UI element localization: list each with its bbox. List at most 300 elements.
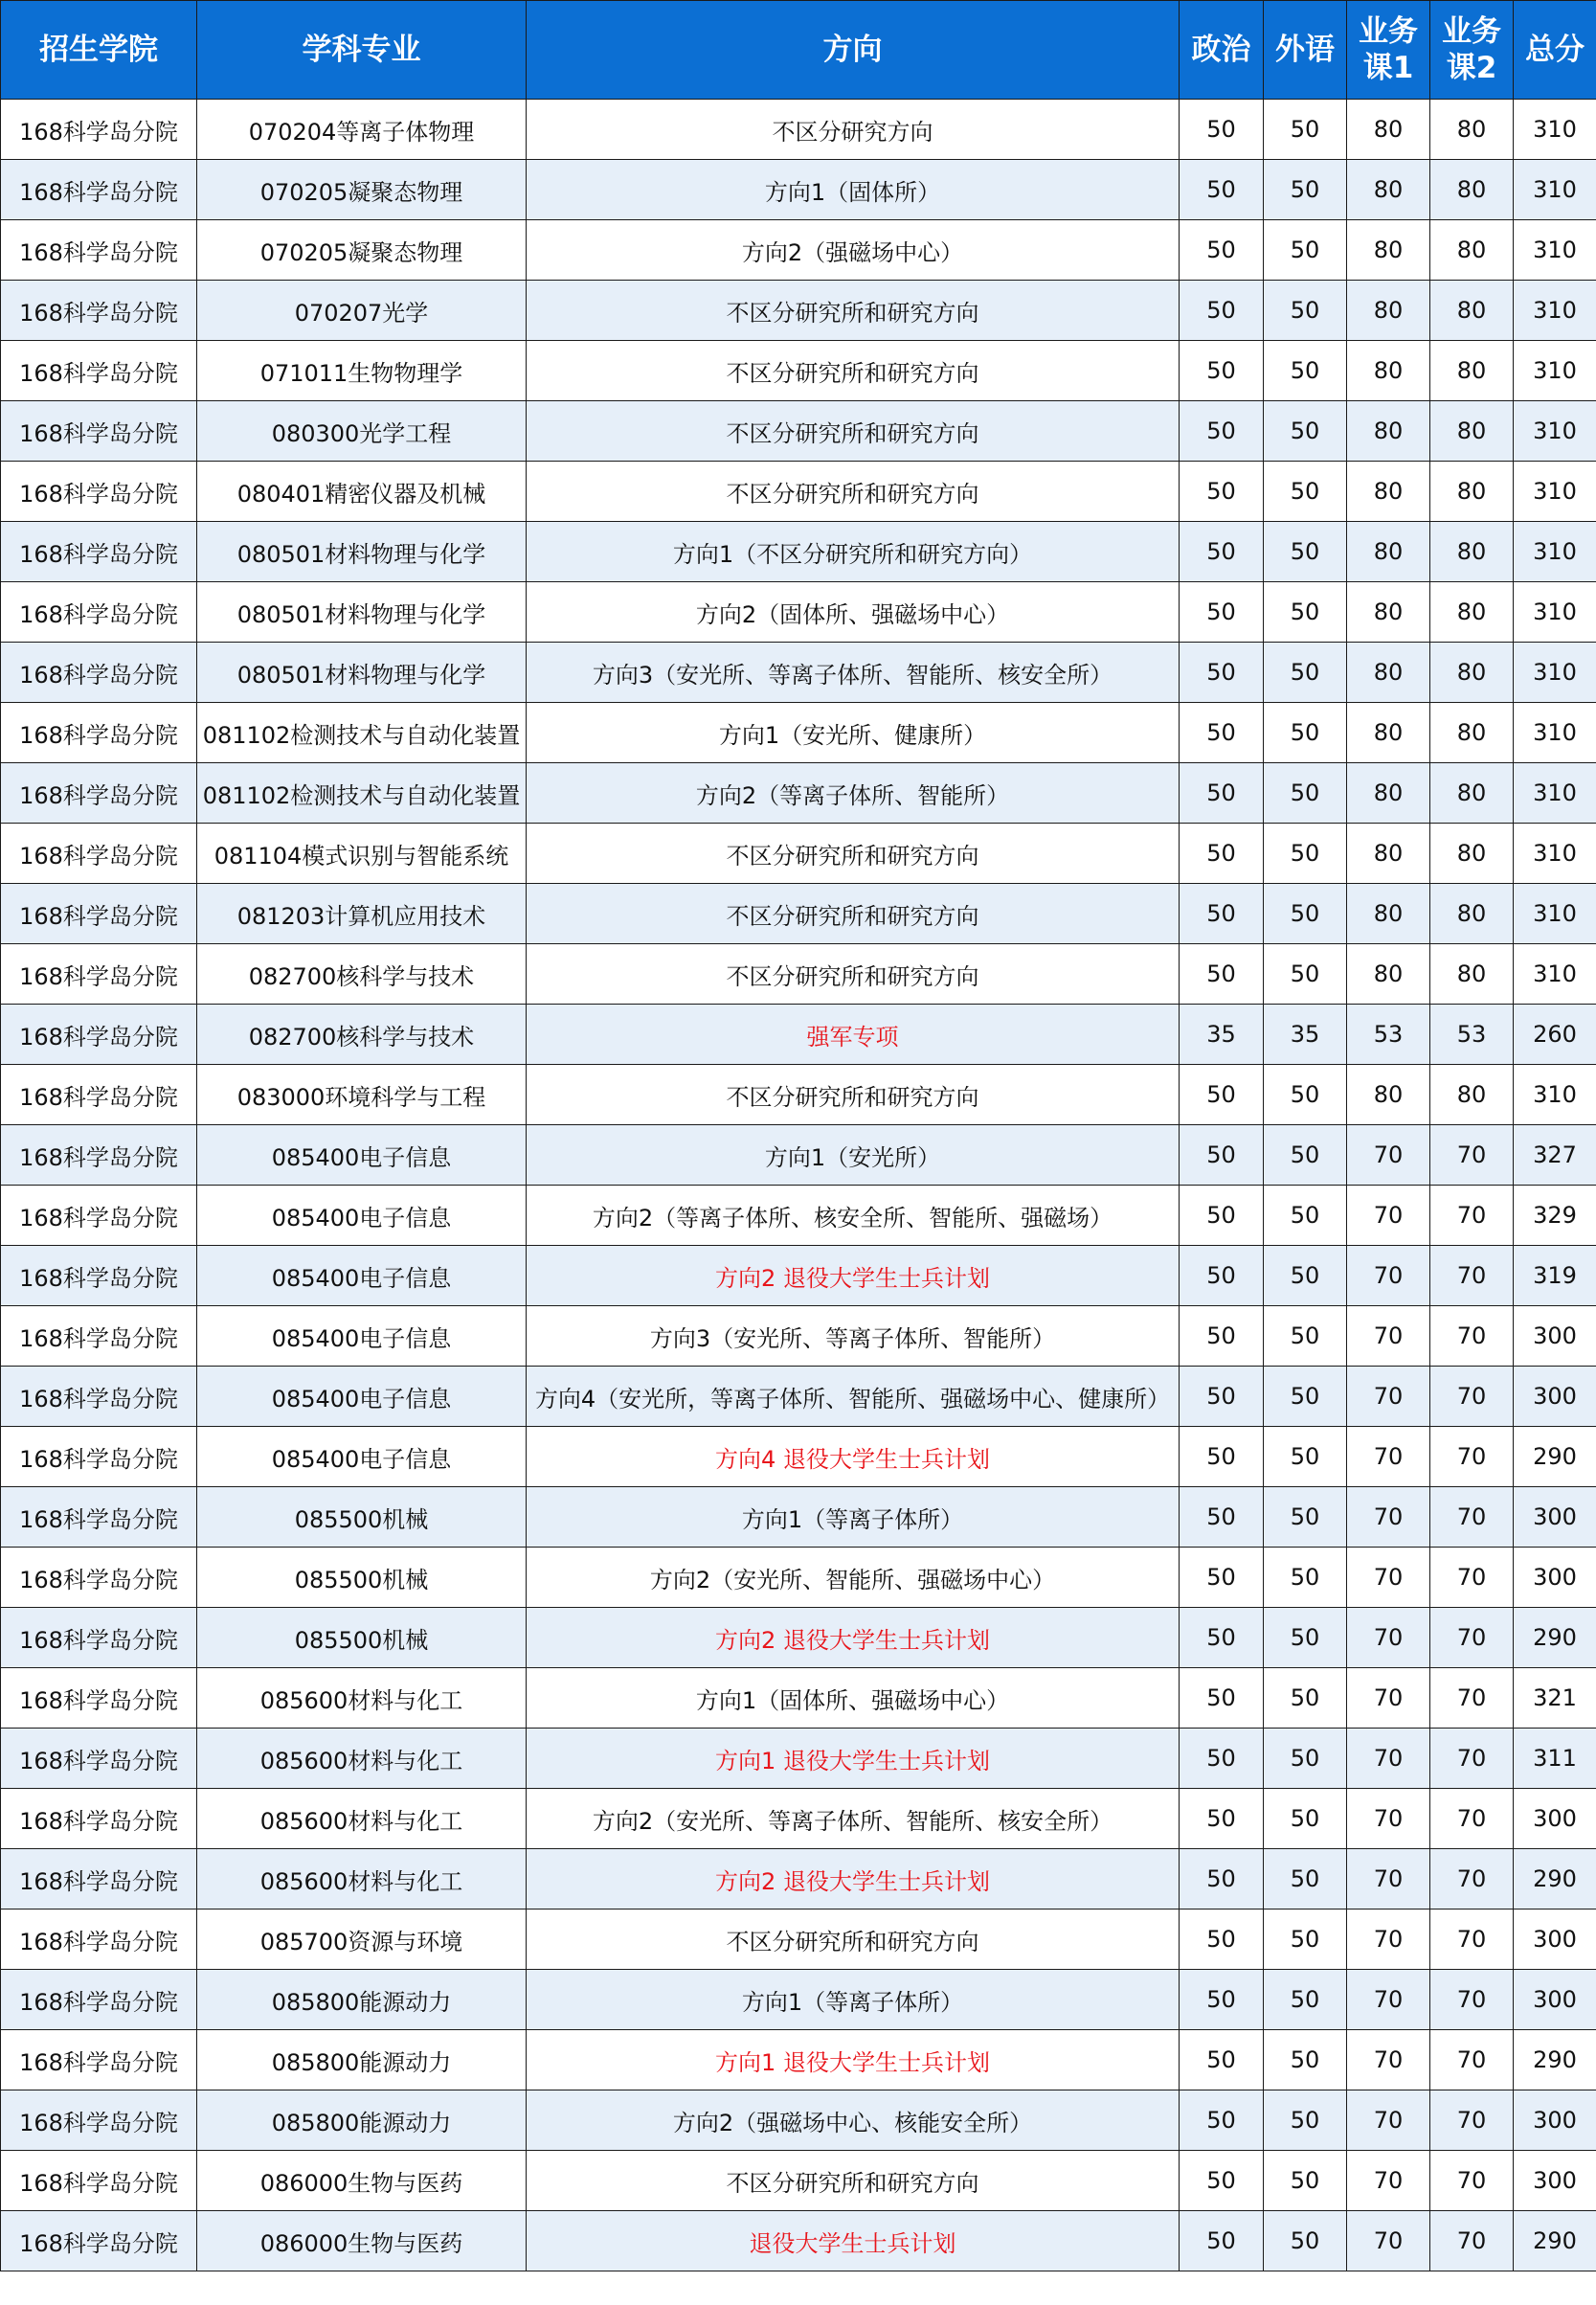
- cell-course2: 70: [1430, 1608, 1514, 1668]
- cell-course2: 80: [1430, 220, 1514, 281]
- cell-politics: 50: [1180, 1608, 1264, 1668]
- cell-foreign: 50: [1264, 1729, 1347, 1789]
- cell-total: 329: [1514, 1186, 1596, 1246]
- cell-course2: 70: [1430, 2030, 1514, 2090]
- cell-direction: 方向1（固体所）: [527, 160, 1180, 220]
- cell-total: 319: [1514, 1246, 1596, 1306]
- cell-course1: 80: [1347, 462, 1430, 522]
- cell-course1: 70: [1347, 1729, 1430, 1789]
- cell-school: 168科学岛分院: [1, 1668, 197, 1729]
- cell-politics: 50: [1180, 462, 1264, 522]
- table-row: [1, 1125, 1596, 1186]
- cell-foreign: 50: [1264, 1970, 1347, 2030]
- cell-direction: 方向2 退役大学生士兵计划: [527, 1849, 1180, 1910]
- cell-foreign: 50: [1264, 1125, 1347, 1186]
- cell-major: 080501材料物理与化学: [197, 582, 527, 643]
- cell-politics: 50: [1180, 220, 1264, 281]
- cell-school: 168科学岛分院: [1, 884, 197, 944]
- cell-course1: 70: [1347, 1186, 1430, 1246]
- cell-politics: 50: [1180, 401, 1264, 462]
- cell-politics: 50: [1180, 1910, 1264, 1970]
- cell-foreign: 50: [1264, 1910, 1347, 1970]
- cell-school: 168科学岛分院: [1, 2090, 197, 2151]
- cell-course1: 70: [1347, 1789, 1430, 1849]
- cell-major: 080501材料物理与化学: [197, 522, 527, 582]
- table-row: [1, 1910, 1596, 1970]
- cell-major: 082700核科学与技术: [197, 1005, 527, 1065]
- cell-major: 083000环境科学与工程: [197, 1065, 527, 1125]
- cell-course2: 80: [1430, 281, 1514, 341]
- cell-direction: 方向1（安光所、健康所）: [527, 703, 1180, 763]
- cell-direction: 方向2（强磁场中心）: [527, 220, 1180, 281]
- cell-foreign: 50: [1264, 1427, 1347, 1487]
- cell-course2: 80: [1430, 703, 1514, 763]
- cell-direction: 方向1（不区分研究所和研究方向）: [527, 522, 1180, 582]
- cell-major: 085800能源动力: [197, 2090, 527, 2151]
- cell-course1: 80: [1347, 281, 1430, 341]
- table-row: [1, 341, 1596, 401]
- header-course1-line1: 业务: [1359, 14, 1418, 49]
- table-row: [1, 944, 1596, 1005]
- cell-total: 300: [1514, 1970, 1596, 2030]
- table-row: [1, 824, 1596, 884]
- table-row: [1, 2090, 1596, 2151]
- cell-school: 168科学岛分院: [1, 1487, 197, 1548]
- cell-total: 310: [1514, 100, 1596, 160]
- cell-school: 168科学岛分院: [1, 1427, 197, 1487]
- cell-politics: 50: [1180, 1849, 1264, 1910]
- table-row: [1, 1668, 1596, 1729]
- cell-major: 085400电子信息: [197, 1125, 527, 1186]
- cell-politics: 50: [1180, 2151, 1264, 2211]
- cell-foreign: 50: [1264, 1186, 1347, 1246]
- cell-course2: 80: [1430, 160, 1514, 220]
- cell-politics: 50: [1180, 1367, 1264, 1427]
- cell-school: 168科学岛分院: [1, 220, 197, 281]
- cell-total: 321: [1514, 1668, 1596, 1729]
- cell-direction: 方向3（安光所、等离子体所、智能所）: [527, 1306, 1180, 1367]
- table-row: [1, 1608, 1596, 1668]
- cell-total: 290: [1514, 1427, 1596, 1487]
- table-row: [1, 220, 1596, 281]
- cell-major: 085700资源与环境: [197, 1910, 527, 1970]
- cell-total: 310: [1514, 884, 1596, 944]
- cell-course1: 80: [1347, 401, 1430, 462]
- cell-total: 310: [1514, 462, 1596, 522]
- cell-foreign: 50: [1264, 2030, 1347, 2090]
- cell-course1: 70: [1347, 1910, 1430, 1970]
- cell-major: 085800能源动力: [197, 1970, 527, 2030]
- cell-course2: 70: [1430, 1910, 1514, 1970]
- cell-course2: 80: [1430, 1065, 1514, 1125]
- cell-course1: 70: [1347, 1548, 1430, 1608]
- cell-total: 290: [1514, 1608, 1596, 1668]
- cell-major: 070205凝聚态物理: [197, 220, 527, 281]
- cell-major: 086000生物与医药: [197, 2211, 527, 2271]
- cell-course1: 80: [1347, 824, 1430, 884]
- cell-course1: 80: [1347, 100, 1430, 160]
- cell-major: 085400电子信息: [197, 1186, 527, 1246]
- table-row: [1, 1729, 1596, 1789]
- cell-foreign: 50: [1264, 1789, 1347, 1849]
- cell-course1: 70: [1347, 1367, 1430, 1427]
- cell-school: 168科学岛分院: [1, 1910, 197, 1970]
- cell-foreign: 50: [1264, 1487, 1347, 1548]
- cell-total: 310: [1514, 281, 1596, 341]
- cell-foreign: 50: [1264, 2211, 1347, 2271]
- cell-school: 168科学岛分院: [1, 2030, 197, 2090]
- cell-course2: 70: [1430, 1367, 1514, 1427]
- cell-course2: 80: [1430, 522, 1514, 582]
- header-total: 总分: [1514, 1, 1596, 100]
- table-row: [1, 1970, 1596, 2030]
- cell-direction: 不区分研究所和研究方向: [527, 341, 1180, 401]
- cell-school: 168科学岛分院: [1, 281, 197, 341]
- table-row: [1, 1005, 1596, 1065]
- cell-direction: 不区分研究所和研究方向: [527, 1065, 1180, 1125]
- cell-foreign: 35: [1264, 1005, 1347, 1065]
- cell-politics: 50: [1180, 100, 1264, 160]
- cell-foreign: 50: [1264, 582, 1347, 643]
- table-row: [1, 1065, 1596, 1125]
- cell-major: 085400电子信息: [197, 1246, 527, 1306]
- cell-major: 085600材料与化工: [197, 1668, 527, 1729]
- table-row: [1, 160, 1596, 220]
- cell-direction: 方向2 退役大学生士兵计划: [527, 1608, 1180, 1668]
- cell-course2: 53: [1430, 1005, 1514, 1065]
- cell-total: 310: [1514, 824, 1596, 884]
- cell-politics: 50: [1180, 1487, 1264, 1548]
- cell-school: 168科学岛分院: [1, 522, 197, 582]
- cell-course2: 70: [1430, 2090, 1514, 2151]
- cell-school: 168科学岛分院: [1, 341, 197, 401]
- cell-foreign: 50: [1264, 1246, 1347, 1306]
- table-row: [1, 1306, 1596, 1367]
- cell-total: 300: [1514, 1487, 1596, 1548]
- cell-total: 310: [1514, 1065, 1596, 1125]
- cell-total: 310: [1514, 582, 1596, 643]
- cell-major: 081102检测技术与自动化装置: [197, 763, 527, 824]
- cell-course1: 80: [1347, 884, 1430, 944]
- cell-direction: 方向2（等离子体所、智能所）: [527, 763, 1180, 824]
- header-major: 学科专业: [197, 1, 527, 100]
- cell-total: 300: [1514, 1306, 1596, 1367]
- cell-course2: 80: [1430, 100, 1514, 160]
- cell-school: 168科学岛分院: [1, 2211, 197, 2271]
- table-row: [1, 763, 1596, 824]
- header-school: 招生学院: [1, 1, 197, 100]
- table-body: [1, 100, 1596, 2271]
- cell-major: 085600材料与化工: [197, 1789, 527, 1849]
- cell-major: 085600材料与化工: [197, 1849, 527, 1910]
- cell-school: 168科学岛分院: [1, 1789, 197, 1849]
- cell-politics: 50: [1180, 643, 1264, 703]
- cell-foreign: 50: [1264, 703, 1347, 763]
- cell-politics: 50: [1180, 1970, 1264, 2030]
- cell-foreign: 50: [1264, 281, 1347, 341]
- cell-course1: 70: [1347, 1487, 1430, 1548]
- cell-direction: 不区分研究所和研究方向: [527, 462, 1180, 522]
- cell-major: 085500机械: [197, 1608, 527, 1668]
- cell-total: 310: [1514, 763, 1596, 824]
- cell-direction: 方向2（固体所、强磁场中心）: [527, 582, 1180, 643]
- cell-school: 168科学岛分院: [1, 1608, 197, 1668]
- cell-foreign: 50: [1264, 1608, 1347, 1668]
- table-row: [1, 1427, 1596, 1487]
- cell-total: 300: [1514, 1910, 1596, 1970]
- cell-course2: 80: [1430, 341, 1514, 401]
- cell-direction: 方向1（等离子体所）: [527, 1970, 1180, 2030]
- cell-direction: 方向2 退役大学生士兵计划: [527, 1246, 1180, 1306]
- header-course2-line2: 课2: [1446, 51, 1497, 85]
- cell-foreign: 50: [1264, 1367, 1347, 1427]
- cell-total: 310: [1514, 401, 1596, 462]
- cell-course2: 80: [1430, 763, 1514, 824]
- cell-course2: 70: [1430, 1306, 1514, 1367]
- cell-major: 070207光学: [197, 281, 527, 341]
- cell-school: 168科学岛分院: [1, 2151, 197, 2211]
- cell-school: 168科学岛分院: [1, 100, 197, 160]
- cell-foreign: 50: [1264, 1849, 1347, 1910]
- cell-politics: 50: [1180, 1668, 1264, 1729]
- cell-major: 071011生物物理学: [197, 341, 527, 401]
- cell-direction: 不区分研究所和研究方向: [527, 944, 1180, 1005]
- cell-foreign: 50: [1264, 462, 1347, 522]
- cell-total: 300: [1514, 1367, 1596, 1427]
- cell-course1: 80: [1347, 582, 1430, 643]
- cell-direction: 方向1（等离子体所）: [527, 1487, 1180, 1548]
- cell-major: 082700核科学与技术: [197, 944, 527, 1005]
- cell-politics: 50: [1180, 1186, 1264, 1246]
- cell-course2: 70: [1430, 1789, 1514, 1849]
- cell-school: 168科学岛分院: [1, 643, 197, 703]
- table-row: [1, 1487, 1596, 1548]
- cell-course1: 80: [1347, 1065, 1430, 1125]
- cell-course1: 70: [1347, 1427, 1430, 1487]
- table-row: [1, 401, 1596, 462]
- cell-politics: 50: [1180, 1306, 1264, 1367]
- cell-direction: 方向2（安光所、等离子体所、智能所、核安全所）: [527, 1789, 1180, 1849]
- table-row: [1, 1548, 1596, 1608]
- cell-school: 168科学岛分院: [1, 462, 197, 522]
- cell-course1: 80: [1347, 220, 1430, 281]
- cell-politics: 50: [1180, 341, 1264, 401]
- cell-school: 168科学岛分院: [1, 944, 197, 1005]
- cell-foreign: 50: [1264, 220, 1347, 281]
- cell-course1: 80: [1347, 763, 1430, 824]
- cell-politics: 50: [1180, 824, 1264, 884]
- cell-foreign: 50: [1264, 944, 1347, 1005]
- cell-total: 310: [1514, 220, 1596, 281]
- cell-major: 081104模式识别与智能系统: [197, 824, 527, 884]
- cell-foreign: 50: [1264, 884, 1347, 944]
- cell-total: 310: [1514, 341, 1596, 401]
- table-row: [1, 1367, 1596, 1427]
- cell-school: 168科学岛分院: [1, 1548, 197, 1608]
- cell-foreign: 50: [1264, 824, 1347, 884]
- cell-course1: 80: [1347, 341, 1430, 401]
- cell-school: 168科学岛分院: [1, 1849, 197, 1910]
- table-row: [1, 1789, 1596, 1849]
- table-row: [1, 884, 1596, 944]
- header-direction: 方向: [527, 1, 1180, 100]
- table-row: [1, 522, 1596, 582]
- cell-school: 168科学岛分院: [1, 401, 197, 462]
- cell-politics: 35: [1180, 1005, 1264, 1065]
- cell-total: 290: [1514, 2211, 1596, 2271]
- cell-direction: 方向3（安光所、等离子体所、智能所、核安全所）: [527, 643, 1180, 703]
- cell-course2: 70: [1430, 1548, 1514, 1608]
- cell-direction: 不区分研究所和研究方向: [527, 884, 1180, 944]
- cell-politics: 50: [1180, 1427, 1264, 1487]
- cell-total: 300: [1514, 2151, 1596, 2211]
- table-row: [1, 1186, 1596, 1246]
- cell-direction: 强军专项: [527, 1005, 1180, 1065]
- cell-course1: 53: [1347, 1005, 1430, 1065]
- table-row: [1, 2151, 1596, 2211]
- cell-total: 300: [1514, 1548, 1596, 1608]
- table-row: [1, 1246, 1596, 1306]
- cell-foreign: 50: [1264, 1306, 1347, 1367]
- cell-direction: 不区分研究所和研究方向: [527, 281, 1180, 341]
- cell-politics: 50: [1180, 522, 1264, 582]
- cell-direction: 退役大学生士兵计划: [527, 2211, 1180, 2271]
- cell-course1: 70: [1347, 2211, 1430, 2271]
- cell-major: 085400电子信息: [197, 1367, 527, 1427]
- cell-direction: 方向2（等离子体所、核安全所、智能所、强磁场）: [527, 1186, 1180, 1246]
- cell-course1: 70: [1347, 1246, 1430, 1306]
- cell-major: 080501材料物理与化学: [197, 643, 527, 703]
- cell-total: 290: [1514, 2030, 1596, 2090]
- cell-politics: 50: [1180, 2211, 1264, 2271]
- cell-politics: 50: [1180, 160, 1264, 220]
- cell-course2: 70: [1430, 1427, 1514, 1487]
- cell-course1: 70: [1347, 1125, 1430, 1186]
- cell-school: 168科学岛分院: [1, 1306, 197, 1367]
- table-row: [1, 582, 1596, 643]
- header-course1: [1347, 1, 1430, 100]
- cell-foreign: 50: [1264, 763, 1347, 824]
- header-row: [1, 1, 1596, 100]
- cell-major: 085600材料与化工: [197, 1729, 527, 1789]
- cell-direction: 方向4 退役大学生士兵计划: [527, 1427, 1180, 1487]
- table-row: [1, 2211, 1596, 2271]
- header-politics: 政治: [1180, 1, 1264, 100]
- cell-politics: 50: [1180, 281, 1264, 341]
- cell-total: 310: [1514, 522, 1596, 582]
- cell-politics: 50: [1180, 1065, 1264, 1125]
- cell-course2: 70: [1430, 1125, 1514, 1186]
- cell-course1: 70: [1347, 1970, 1430, 2030]
- cell-school: 168科学岛分院: [1, 582, 197, 643]
- cell-direction: 不区分研究所和研究方向: [527, 824, 1180, 884]
- cell-politics: 50: [1180, 884, 1264, 944]
- cell-school: 168科学岛分院: [1, 1367, 197, 1427]
- cell-major: 086000生物与医药: [197, 2151, 527, 2211]
- cell-foreign: 50: [1264, 1668, 1347, 1729]
- cell-course1: 70: [1347, 1306, 1430, 1367]
- cell-course1: 80: [1347, 944, 1430, 1005]
- cell-course1: 70: [1347, 2151, 1430, 2211]
- cell-course2: 70: [1430, 1487, 1514, 1548]
- cell-course1: 80: [1347, 160, 1430, 220]
- cell-major: 085500机械: [197, 1548, 527, 1608]
- cell-politics: 50: [1180, 1246, 1264, 1306]
- cell-course1: 80: [1347, 643, 1430, 703]
- cell-course1: 80: [1347, 522, 1430, 582]
- cell-foreign: 50: [1264, 160, 1347, 220]
- cell-school: 168科学岛分院: [1, 1005, 197, 1065]
- cell-course2: 70: [1430, 1246, 1514, 1306]
- cell-course2: 80: [1430, 401, 1514, 462]
- cell-course1: 70: [1347, 1668, 1430, 1729]
- cell-school: 168科学岛分院: [1, 1186, 197, 1246]
- cell-course2: 80: [1430, 643, 1514, 703]
- cell-major: 085400电子信息: [197, 1427, 527, 1487]
- cell-direction: 不区分研究所和研究方向: [527, 2151, 1180, 2211]
- cell-politics: 50: [1180, 1729, 1264, 1789]
- cell-major: 070205凝聚态物理: [197, 160, 527, 220]
- cell-direction: 不区分研究所和研究方向: [527, 401, 1180, 462]
- cell-school: 168科学岛分院: [1, 703, 197, 763]
- cell-school: 168科学岛分院: [1, 1125, 197, 1186]
- cell-direction: 不区分研究所和研究方向: [527, 1910, 1180, 1970]
- cell-course2: 80: [1430, 884, 1514, 944]
- header-course2: [1430, 1, 1514, 100]
- table-row: [1, 2030, 1596, 2090]
- cell-foreign: 50: [1264, 2090, 1347, 2151]
- cell-direction: 不区分研究方向: [527, 100, 1180, 160]
- cell-total: 327: [1514, 1125, 1596, 1186]
- cell-politics: 50: [1180, 1125, 1264, 1186]
- cell-course2: 70: [1430, 1186, 1514, 1246]
- header-course1-line2: 课1: [1362, 51, 1414, 85]
- cell-major: 081102检测技术与自动化装置: [197, 703, 527, 763]
- cell-foreign: 50: [1264, 1548, 1347, 1608]
- cell-course1: 70: [1347, 1608, 1430, 1668]
- cell-foreign: 50: [1264, 100, 1347, 160]
- cell-total: 310: [1514, 643, 1596, 703]
- cell-major: 081203计算机应用技术: [197, 884, 527, 944]
- cell-course2: 70: [1430, 1970, 1514, 2030]
- cell-major: 085500机械: [197, 1487, 527, 1548]
- cell-course2: 80: [1430, 462, 1514, 522]
- cell-major: 085800能源动力: [197, 2030, 527, 2090]
- cell-major: 080401精密仪器及机械: [197, 462, 527, 522]
- cell-school: 168科学岛分院: [1, 824, 197, 884]
- cell-foreign: 50: [1264, 2151, 1347, 2211]
- cell-direction: 方向1（安光所）: [527, 1125, 1180, 1186]
- cell-course1: 70: [1347, 2030, 1430, 2090]
- cell-course2: 80: [1430, 582, 1514, 643]
- header-course2-line1: 业务: [1442, 14, 1501, 49]
- cell-course1: 70: [1347, 1849, 1430, 1910]
- table-row: [1, 1849, 1596, 1910]
- cell-school: 168科学岛分院: [1, 160, 197, 220]
- cell-school: 168科学岛分院: [1, 763, 197, 824]
- cell-school: 168科学岛分院: [1, 1729, 197, 1789]
- cell-course1: 70: [1347, 2090, 1430, 2151]
- cell-total: 260: [1514, 1005, 1596, 1065]
- cell-politics: 50: [1180, 944, 1264, 1005]
- cell-major: 070204等离子体物理: [197, 100, 527, 160]
- table-row: [1, 703, 1596, 763]
- cell-total: 310: [1514, 944, 1596, 1005]
- cell-school: 168科学岛分院: [1, 1970, 197, 2030]
- table-row: [1, 281, 1596, 341]
- cell-politics: 50: [1180, 703, 1264, 763]
- cell-major: 085400电子信息: [197, 1306, 527, 1367]
